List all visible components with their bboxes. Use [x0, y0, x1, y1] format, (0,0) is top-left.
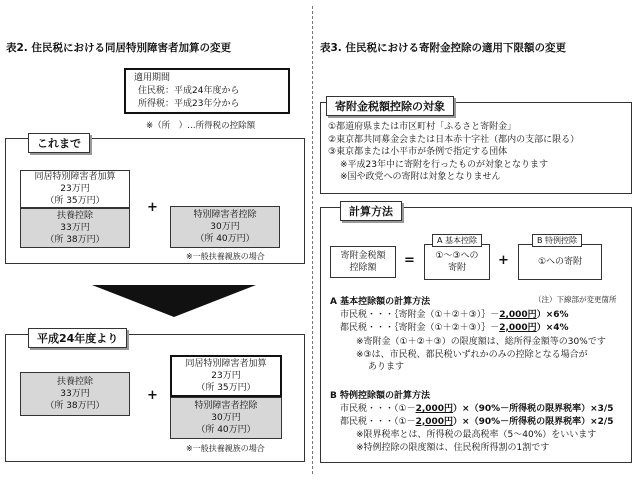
calc-tab: 計算方法: [340, 201, 402, 221]
a-note-2: ※③は、市民税、都民税いずれかのみの控除となる場合が: [356, 349, 588, 360]
b-heading: B 特例控除額の計算方法: [330, 391, 430, 401]
period-heading: 適用期間: [134, 73, 171, 83]
after-special-amount: 30万円: [211, 413, 241, 423]
b-line-metro-ul: 2,000円: [415, 416, 454, 427]
left-title: 表2. 住民税における同居特別障害者加算の変更: [6, 42, 231, 54]
target-note-1: ※平成23年中に寄附を行ったものが対象となります: [340, 159, 548, 170]
period-line2: 所得税：平成23年分から: [138, 99, 240, 109]
formula-a-body-2: 寄附: [447, 263, 466, 273]
before-special-box: [170, 206, 280, 248]
before-dependent-box: [20, 208, 130, 248]
after-addon-amount: 23万円: [211, 371, 241, 381]
a-note-3: あります: [368, 362, 405, 372]
paren-note: ※（所 ）…所得税の控除額: [146, 121, 256, 131]
a-line-city-ul: 2,000円: [499, 310, 537, 320]
b-note-2: ※特例控除の限度額は、住民税所得割の1割です: [356, 442, 550, 453]
before-dependent-income: （所 38万円）: [45, 235, 105, 245]
target-line-1: ①都道府県または市区町村「ふるさと寄附金」: [328, 122, 517, 132]
column-divider: [312, 6, 313, 474]
period-box: [124, 68, 290, 114]
formula-a-body-1: ①～③への: [435, 251, 479, 261]
a-line-city-post: ）×6%: [536, 310, 569, 320]
formula-b-body-1: ①への寄附: [537, 257, 583, 267]
formula-b-tab: B 特例控除: [532, 234, 582, 247]
target-line-3: ③東京都または小平市が条例で指定する団体: [328, 147, 508, 157]
after-plus: +: [147, 388, 158, 403]
after-special-income: （所 40万円）: [196, 425, 256, 435]
target-line-2: ②東京都共同募金会または日本赤十字社（都内の支部に限る）: [328, 134, 580, 145]
a-line-metro-pre: 都民税・・・｛寄附金（①＋②＋③）｝－: [340, 322, 500, 333]
b-line-city-post: ）×（90%－所得税の限界税率）×3/5: [453, 404, 614, 414]
before-addon-box: [20, 170, 130, 208]
formula-b-box: [518, 244, 602, 280]
a-formulas: [340, 309, 569, 334]
formula-a-tab: A 基本控除: [432, 234, 482, 247]
a-line-metro-post: ）×4%: [536, 322, 569, 333]
before-addon-income: （所 35万円）: [45, 196, 105, 206]
a-notes: [356, 336, 606, 374]
formula-left-2: 控除額: [349, 263, 377, 273]
period-line1: 住民税：平成24年度から: [138, 86, 240, 96]
before-special-name: 特別障害者控除: [193, 210, 257, 220]
b-line-city-ul: 2,000円: [415, 404, 454, 414]
after-note: ※一般扶養親族の場合: [186, 444, 265, 453]
target-list: [328, 121, 579, 184]
after-tab: 平成24年度より: [28, 328, 127, 348]
after-dependent-name: 扶養控除: [56, 377, 93, 387]
formula-left-box: [330, 246, 396, 278]
b-line-metro-post: ）×（90%－所得税の限界税率）×2/5: [453, 416, 614, 427]
a-line-city: [340, 309, 569, 322]
before-addon-amount: 23万円: [60, 184, 90, 194]
after-dependent-amount: 33万円: [60, 389, 90, 399]
arrow-down-icon: [92, 285, 256, 317]
before-tab: これまで: [28, 133, 90, 153]
b-formulas: [340, 403, 613, 428]
b-line-metro: [340, 416, 613, 429]
b-line-city: [340, 403, 613, 416]
formula-left-1: 寄附金税額: [340, 251, 386, 261]
right-title: 表3. 住民税における寄附金控除の適用下限額の変更: [320, 42, 566, 54]
b-notes: [356, 429, 596, 454]
a-line-metro-ul: 2,000円: [499, 322, 537, 333]
target-note-2: ※国や政党への寄附は対象となりません: [340, 172, 501, 182]
b-line-metro-pre: 都民税・・・（①－: [340, 416, 416, 427]
a-line-metro: [340, 322, 569, 335]
b-note-1: ※限界税率とは、所得税の最高税率（5～40%）をいいます: [356, 430, 597, 440]
before-note: ※一般扶養親族の場合: [186, 252, 265, 261]
before-special-income: （所 40万円）: [195, 234, 255, 244]
formula-eq: =: [404, 253, 415, 268]
before-special-amount: 30万円: [210, 222, 240, 232]
b-line-city-pre: 市民税・・・（①－: [340, 404, 416, 414]
after-addon-income: （所 35万円）: [196, 383, 256, 393]
after-special-box: [170, 397, 282, 439]
underline-note: （注）下線部が変更箇所: [534, 295, 617, 304]
after-dependent-income: （所 38万円）: [45, 401, 105, 411]
before-plus: +: [147, 200, 158, 215]
after-special-name: 特別障害者控除: [194, 401, 258, 411]
before-dependent-name: 扶養控除: [56, 211, 93, 221]
before-addon-name: 同居特別障害者加算: [34, 172, 116, 182]
after-addon-box: [170, 355, 282, 397]
before-dependent-amount: 33万円: [60, 223, 90, 233]
a-line-city-pre: 市民税・・・｛寄附金（①＋②＋③）｝－: [340, 310, 500, 320]
after-addon-name: 同居特別障害者加算: [185, 359, 267, 369]
formula-plus: +: [498, 253, 509, 268]
a-note-1: ※寄附金（①＋②＋③）の限度額は、総所得金額等の30%です: [356, 337, 606, 347]
target-tab: 寄附金税額控除の対象: [326, 96, 454, 116]
after-dependent-box: [20, 372, 130, 416]
a-heading: A 基本控除額の計算方法: [330, 297, 431, 307]
formula-a-box: [424, 244, 490, 280]
